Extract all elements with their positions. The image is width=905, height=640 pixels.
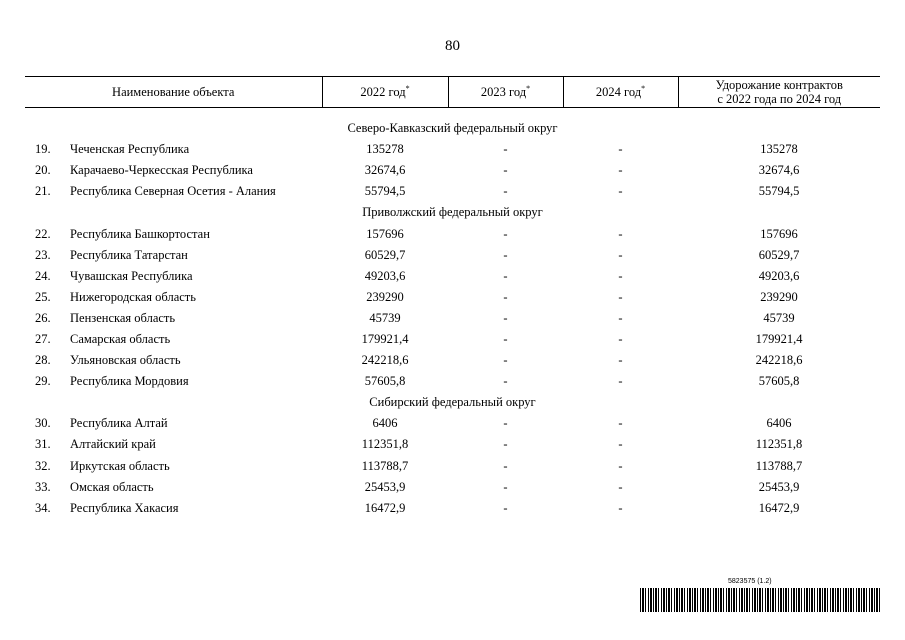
section-row — [25, 392, 880, 413]
value-2022: 112351,8 — [361, 437, 409, 452]
object-name: Алтайский край — [70, 437, 156, 452]
value-2023: - — [503, 289, 508, 304]
spacer-row — [25, 108, 880, 119]
object-cell — [25, 160, 322, 181]
value-2022: 239290 — [366, 289, 404, 304]
object-cell — [25, 350, 322, 371]
object-name: Чувашская Республика — [70, 268, 193, 283]
object-cell — [25, 434, 322, 455]
object-name: Чеченская Республика — [70, 142, 190, 157]
value-2022: 157696 — [366, 226, 404, 241]
header-2024: 2024 год* — [563, 77, 678, 108]
barcode-label: 5823575 (1.2) — [728, 578, 772, 585]
object-cell — [25, 266, 322, 287]
row-number: 22. — [35, 226, 51, 241]
section-title: Северо-Кавказский федеральный округ — [347, 121, 558, 136]
value-2023: - — [503, 331, 508, 346]
value-increase: 16472,9 — [758, 500, 800, 515]
table-row — [25, 371, 880, 392]
value-2024: - — [618, 310, 623, 325]
value-2024: - — [618, 184, 623, 199]
object-name: Республика Башкортостан — [70, 226, 210, 241]
value-2023: - — [503, 437, 508, 452]
value-2023: - — [503, 500, 508, 515]
value-increase: 239290 — [760, 289, 798, 304]
value-increase: 32674,6 — [758, 163, 800, 178]
object-cell — [25, 181, 322, 202]
table-body — [25, 108, 880, 519]
value-2022: 135278 — [366, 142, 404, 157]
value-2024: - — [618, 416, 623, 431]
row-number: 34. — [35, 500, 51, 515]
value-increase: 157696 — [760, 226, 798, 241]
value-2024: - — [618, 353, 623, 368]
header-2022: 2022 год* — [322, 77, 448, 108]
object-name: Республика Татарстан — [70, 247, 188, 262]
value-2023: - — [503, 374, 508, 389]
table-row — [25, 245, 880, 266]
value-2022: 57605,8 — [364, 374, 406, 389]
value-increase: 112351,8 — [755, 437, 803, 452]
row-number: 30. — [35, 416, 51, 431]
contracts-table — [25, 76, 880, 519]
table-row — [25, 223, 880, 244]
row-number: 20. — [35, 163, 51, 178]
barcode — [640, 578, 880, 614]
object-name: Омская область — [70, 479, 154, 494]
object-name: Республика Хакасия — [70, 500, 179, 515]
value-increase: 135278 — [760, 142, 798, 157]
value-2022: 32674,6 — [364, 163, 406, 178]
value-2022: 179921,4 — [361, 331, 409, 346]
value-2024: - — [618, 268, 623, 283]
value-2023: - — [503, 184, 508, 199]
table-row — [25, 181, 880, 202]
object-name: Иркутская область — [70, 458, 170, 473]
value-2024: - — [618, 374, 623, 389]
value-2023: - — [503, 268, 508, 283]
value-increase: 179921,4 — [755, 331, 803, 346]
table-row — [25, 139, 880, 160]
value-2023: - — [503, 353, 508, 368]
value-2024: - — [618, 500, 623, 515]
value-increase: 57605,8 — [758, 374, 800, 389]
object-cell — [25, 477, 322, 498]
object-name: Республика Северная Осетия - Алания — [70, 184, 276, 199]
value-2022: 60529,7 — [364, 247, 406, 262]
row-number: 28. — [35, 353, 51, 368]
value-2023: - — [503, 247, 508, 262]
row-number: 26. — [35, 310, 51, 325]
footnote-mark: * — [405, 84, 410, 93]
object-name: Карачаево-Черкесская Республика — [70, 163, 253, 178]
value-2023: - — [503, 458, 508, 473]
footnote-mark: * — [641, 84, 646, 93]
value-2022: 45739 — [369, 310, 401, 325]
table-row — [25, 350, 880, 371]
table-row — [25, 287, 880, 308]
value-2022: 49203,6 — [364, 268, 406, 283]
object-cell — [25, 498, 322, 519]
value-2023: - — [503, 142, 508, 157]
object-cell — [25, 456, 322, 477]
section-title: Сибирский федеральный округ — [369, 395, 536, 410]
page-number: 80 — [445, 38, 460, 54]
value-2024: - — [618, 437, 623, 452]
value-increase: 6406 — [766, 416, 792, 431]
value-increase: 113788,7 — [755, 458, 803, 473]
section-title: Приволжский федеральный округ — [362, 205, 543, 220]
value-increase: 242218,6 — [755, 353, 803, 368]
header-name: Наименование объекта — [25, 77, 322, 108]
value-2022: 25453,9 — [364, 479, 406, 494]
value-2024: - — [618, 142, 623, 157]
value-2024: - — [618, 247, 623, 262]
table-row — [25, 498, 880, 519]
value-2024: - — [618, 226, 623, 241]
object-cell — [25, 223, 322, 244]
object-cell — [25, 287, 322, 308]
value-2022: 113788,7 — [361, 458, 409, 473]
section-row — [25, 118, 880, 139]
value-2023: - — [503, 163, 508, 178]
object-name: Республика Алтай — [70, 416, 168, 431]
table-row — [25, 266, 880, 287]
value-2024: - — [618, 163, 623, 178]
section-row — [25, 202, 880, 223]
value-2022: 242218,6 — [361, 353, 409, 368]
value-2023: - — [503, 226, 508, 241]
value-2023: - — [503, 416, 508, 431]
table-header-row — [25, 77, 880, 108]
barcode-bars — [640, 588, 880, 612]
header-2023: 2023 год* — [448, 77, 563, 108]
value-2024: - — [618, 289, 623, 304]
object-name: Республика Мордовия — [70, 374, 189, 389]
object-name: Нижегородская область — [70, 289, 196, 304]
row-number: 33. — [35, 479, 51, 494]
row-number: 24. — [35, 268, 51, 283]
row-number: 25. — [35, 289, 51, 304]
table-row — [25, 456, 880, 477]
value-increase: 60529,7 — [758, 247, 800, 262]
table-row — [25, 160, 880, 181]
row-number: 19. — [35, 142, 51, 157]
value-increase: 25453,9 — [758, 479, 800, 494]
header-increase: Удорожание контрактов с 2022 года по 2024 год — [678, 77, 880, 108]
value-2023: - — [503, 310, 508, 325]
table-row — [25, 329, 880, 350]
object-cell — [25, 413, 322, 434]
object-cell — [25, 329, 322, 350]
value-increase: 49203,6 — [758, 268, 800, 283]
value-2024: - — [618, 458, 623, 473]
object-name: Самарская область — [70, 331, 171, 346]
table-row — [25, 413, 880, 434]
row-number: 23. — [35, 247, 51, 262]
value-2022: 55794,5 — [364, 184, 406, 199]
footnote-mark: * — [526, 84, 531, 93]
object-name: Ульяновская область — [70, 353, 181, 368]
value-increase: 45739 — [763, 310, 795, 325]
row-number: 29. — [35, 374, 51, 389]
value-2023: - — [503, 479, 508, 494]
value-2024: - — [618, 331, 623, 346]
value-2024: - — [618, 479, 623, 494]
table-row — [25, 308, 880, 329]
object-cell — [25, 245, 322, 266]
row-number: 27. — [35, 331, 51, 346]
value-increase: 55794,5 — [758, 184, 800, 199]
object-cell — [25, 371, 322, 392]
value-2022: 16472,9 — [364, 500, 406, 515]
value-2022: 6406 — [372, 416, 398, 431]
row-number: 32. — [35, 458, 51, 473]
object-name: Пензенская область — [70, 310, 176, 325]
row-number: 31. — [35, 437, 51, 452]
row-number: 21. — [35, 184, 51, 199]
table-row — [25, 477, 880, 498]
object-cell — [25, 139, 322, 160]
table-row — [25, 434, 880, 455]
object-cell — [25, 308, 322, 329]
